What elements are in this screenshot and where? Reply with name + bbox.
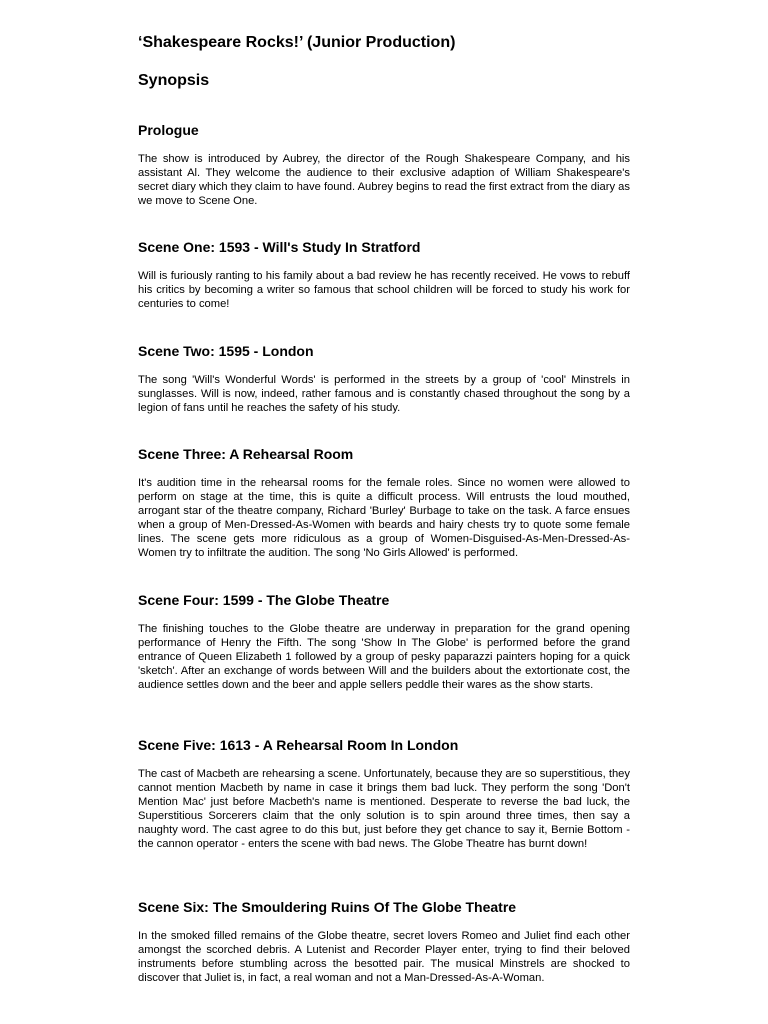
- section-prologue: [138, 122, 630, 209]
- section-heading: Scene Two: 1595 - London: [138, 343, 314, 359]
- section-scene-one: [138, 239, 630, 312]
- section-body: The finishing touches to the Globe theatre are underway in preparation for the grand opening performance of Henry the Fifth. The song 'Show In The Globe' is performed before the grand entrance of Queen Elizabeth 1 followed by a group of pesky paparazzi painters hoping for a quick 'sketch'. After an exchange of words between Will and the builders about the extortionate cost, the audience settles down and the beer and apple sellers peddle their wares as the show starts.: [138, 623, 630, 691]
- section-heading: Scene Three: A Rehearsal Room: [138, 446, 354, 462]
- section-body: It's audition time in the rehearsal rooms for the female roles. Since no women were allowed to perform on stage at the time, this is quite a difficult process. Will entrusts the loud mouthed, arrogant star of the theatre company, Richard 'Burley' Burbage to take on the task. A farce ensues when a group of Men-Dressed-As-Women with beards and hairy chests try to quote some female lines. The scene gets more ridiculous as a group of Women-Disguised-As-Men-Dressed-As-Women try to infiltrate the audition. The song 'No Girls Allowed' is performed.: [138, 477, 630, 559]
- section-body: The cast of Macbeth are rehearsing a scene. Unfortunately, because they are so superstitious, they cannot mention Macbeth by name in case it brings them bad luck. They perform the song 'Don't Mention Mac' just before Macbeth's name is mentioned. Desperate to reverse the bad luck, the Superstitious Sorcerers claim that the only solution is to spin around three times, then say a naughty word. The cast agree to do this but, just before they get chance to say it, Bernie Bottom - the cannon operator - enters the scene with bad news. The Globe Theatre has burnt down!: [138, 768, 630, 850]
- section-scene-six: [138, 899, 630, 986]
- section-body: The show is introduced by Aubrey, the director of the Rough Shakespeare Company, and his assistant Al. They welcome the audience to their exclusive adaption of William Shakespeare's secret diary which they claim to have found. Aubrey begins to read the first extract from the diary as we move to Scene One.: [138, 153, 630, 207]
- section-scene-five: [138, 737, 630, 851]
- section-scene-three: [138, 446, 630, 560]
- section-body: Will is furiously ranting to his family about a bad review he has recently received. He vows to rebuff his critics by becoming a writer so famous that school children will be forced to study his work for centuries to come!: [138, 270, 630, 310]
- document-title: ‘Shakespeare Rocks!’ (Junior Production): [138, 34, 456, 51]
- section-heading: Scene Four: 1599 - The Globe Theatre: [138, 592, 390, 608]
- section-heading: Scene Five: 1613 - A Rehearsal Room In London: [138, 737, 459, 753]
- section-heading: Prologue: [138, 122, 199, 138]
- section-heading: Scene One: 1593 - Will's Study In Stratford: [138, 239, 421, 255]
- section-heading: Scene Six: The Smouldering Ruins Of The Globe Theatre: [138, 899, 517, 915]
- section-scene-two: [138, 343, 630, 416]
- section-body: In the smoked filled remains of the Globe theatre, secret lovers Romeo and Juliet find each other amongst the scorched debris. A Lutenist and Recorder Player enter, trying to find their beloved instruments before stumbling across the besotted pair. The musical Minstrels are shocked to discover that Juliet is, in fact, a real woman and not a Man-Dressed-As-A-Woman.: [138, 930, 630, 984]
- section-body: The song 'Will's Wonderful Words' is performed in the streets by a group of 'cool' Minstrels in sunglasses. Will is now, indeed, rather famous and is constantly chased throughout the song by a legion of fans until he reaches the safety of his study.: [138, 374, 630, 414]
- section-scene-four: [138, 592, 630, 693]
- synopsis-heading: Synopsis: [138, 72, 210, 89]
